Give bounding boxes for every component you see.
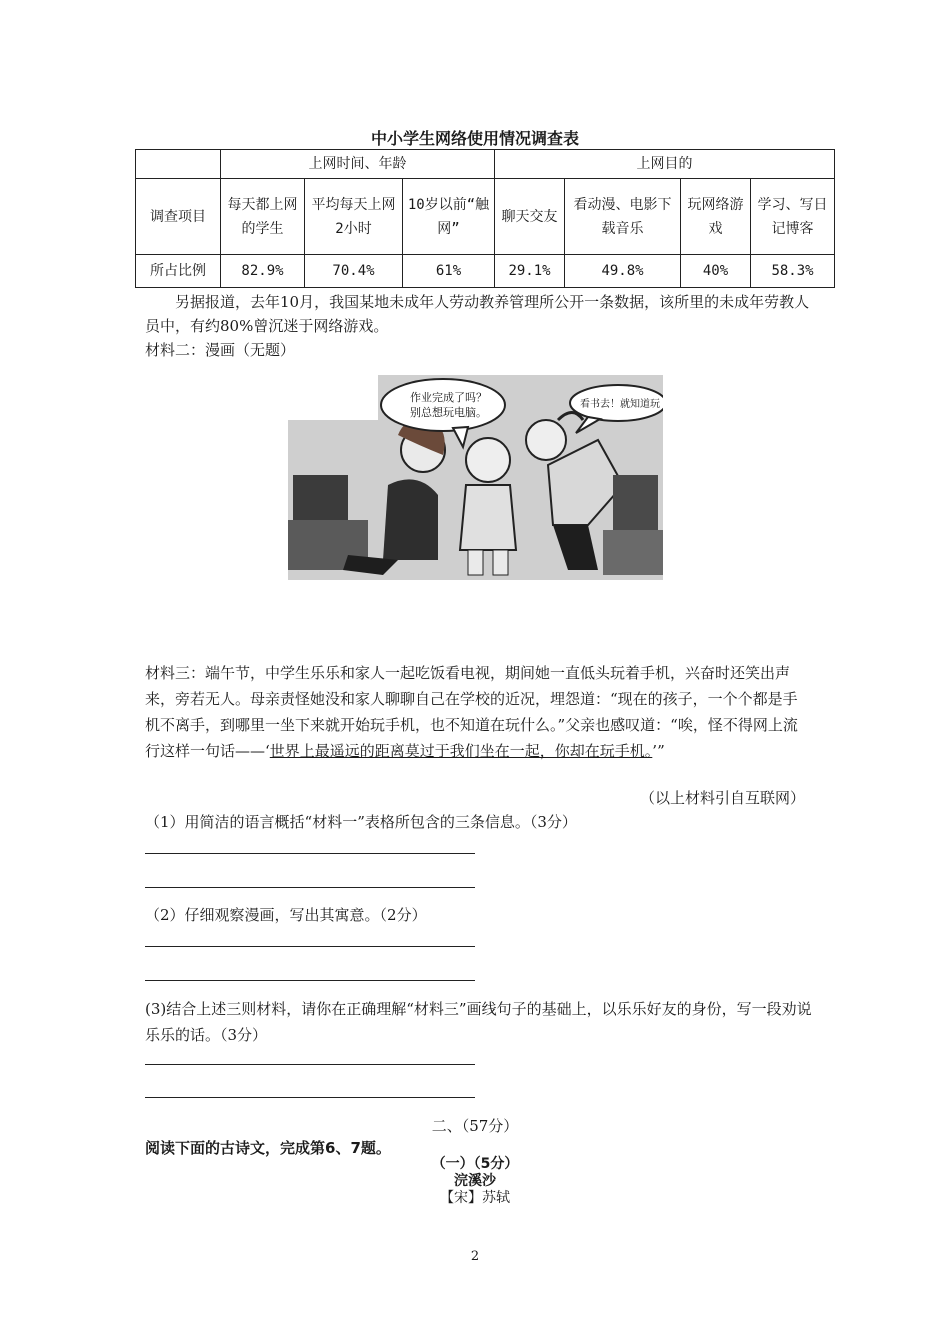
- comic-drawing: [288, 375, 663, 580]
- material-three-text: 材料三：端午节，中学生乐乐和家人一起吃饭看电视，期间她一直低头玩着手机，兴奋时还笑出声来，旁若无人。母亲责怪她没和家人聊聊自己在学校的近况，埋怨道：“现在的孩子，一个个都是手机不离手，到哪里一坐下来就开始玩手机，也不知道在玩什么。”父亲也感叹道：“唉，怪不得网上流行这样一句话——‘: [145, 664, 798, 760]
- group-header-time-age: 上网时间、年龄: [221, 150, 495, 179]
- value-cell: 61%: [403, 255, 495, 288]
- item-cell: 玩网络游戏: [681, 179, 751, 255]
- item-cell: 10岁以前“触网”: [403, 179, 495, 255]
- bubble-left-line1: 作业完成了吗？: [410, 391, 487, 404]
- report-paragraph: 另据报道，去年10月，我国某地未成年人劳动教养管理所公开一条数据，该所里的未成年劳教人员中，有约80%曾沉迷于网络游戏。: [145, 293, 810, 335]
- reading-instruction: 阅读下面的古诗文，完成第6、7题。: [145, 1139, 391, 1157]
- bubble-left-line2: 别总想玩电脑。: [410, 406, 487, 419]
- table-title: 中小学生网络使用情况调查表: [370, 129, 579, 148]
- value-cell: 49.8%: [565, 255, 681, 288]
- item-cell: 平均每天上网2小时: [305, 179, 403, 255]
- material-two-heading: 材料二：漫画（无题）: [145, 341, 296, 359]
- value-cell: 40%: [681, 255, 751, 288]
- bubble-right-text: 看书去！就知道玩: [580, 399, 660, 410]
- question-one: （1）用简洁的语言概括“材料一”表格所包含的三条信息。（3分）: [145, 813, 577, 831]
- value-cell: 82.9%: [221, 255, 305, 288]
- material-three-paragraph: [145, 660, 810, 764]
- material-three-end: ’”: [652, 742, 665, 760]
- answer-line: [145, 887, 475, 888]
- item-cell: 看动漫、电影下载音乐: [565, 179, 681, 255]
- answer-line: [145, 1097, 475, 1098]
- page-number: 2: [470, 1249, 480, 1264]
- value-cell: 58.3%: [751, 255, 835, 288]
- survey-table: [135, 149, 835, 288]
- comic-illustration: [288, 375, 663, 580]
- poem-title: 浣溪沙: [454, 1173, 496, 1189]
- value-cell: 29.1%: [495, 255, 565, 288]
- source-note: （以上材料引自互联网）: [639, 789, 805, 807]
- item-cell: 聊天交友: [495, 179, 565, 255]
- row-label-item: 调查项目: [136, 179, 221, 255]
- sub-section-heading: （一）（5分）: [431, 1156, 519, 1172]
- answer-line: [145, 853, 475, 854]
- value-cell: 70.4%: [305, 255, 403, 288]
- answer-line: [145, 946, 475, 947]
- item-cell: 学习、写日记博客: [751, 179, 835, 255]
- question-three: (3)结合上述三则材料，请你在正确理解“材料三”画线句子的基础上，以乐乐好友的身份，写一段劝说乐乐的话。（3分）: [145, 1000, 812, 1044]
- table-corner-cell: [136, 150, 221, 179]
- question-two: （2）仔细观察漫画，写出其寓意。（2分）: [145, 906, 427, 924]
- underlined-sentence: 世界上最遥远的距离莫过于我们坐在一起，你却在玩手机。: [269, 742, 653, 760]
- answer-line: [145, 980, 475, 981]
- item-cell: 每天都上网的学生: [221, 179, 305, 255]
- answer-line: [145, 1064, 475, 1065]
- section-two-heading: 二、（57分）: [431, 1117, 519, 1135]
- poem-author: 【宋】苏轼: [440, 1190, 510, 1206]
- group-header-purpose: 上网目的: [495, 150, 835, 179]
- row-label-ratio: 所占比例: [136, 255, 221, 288]
